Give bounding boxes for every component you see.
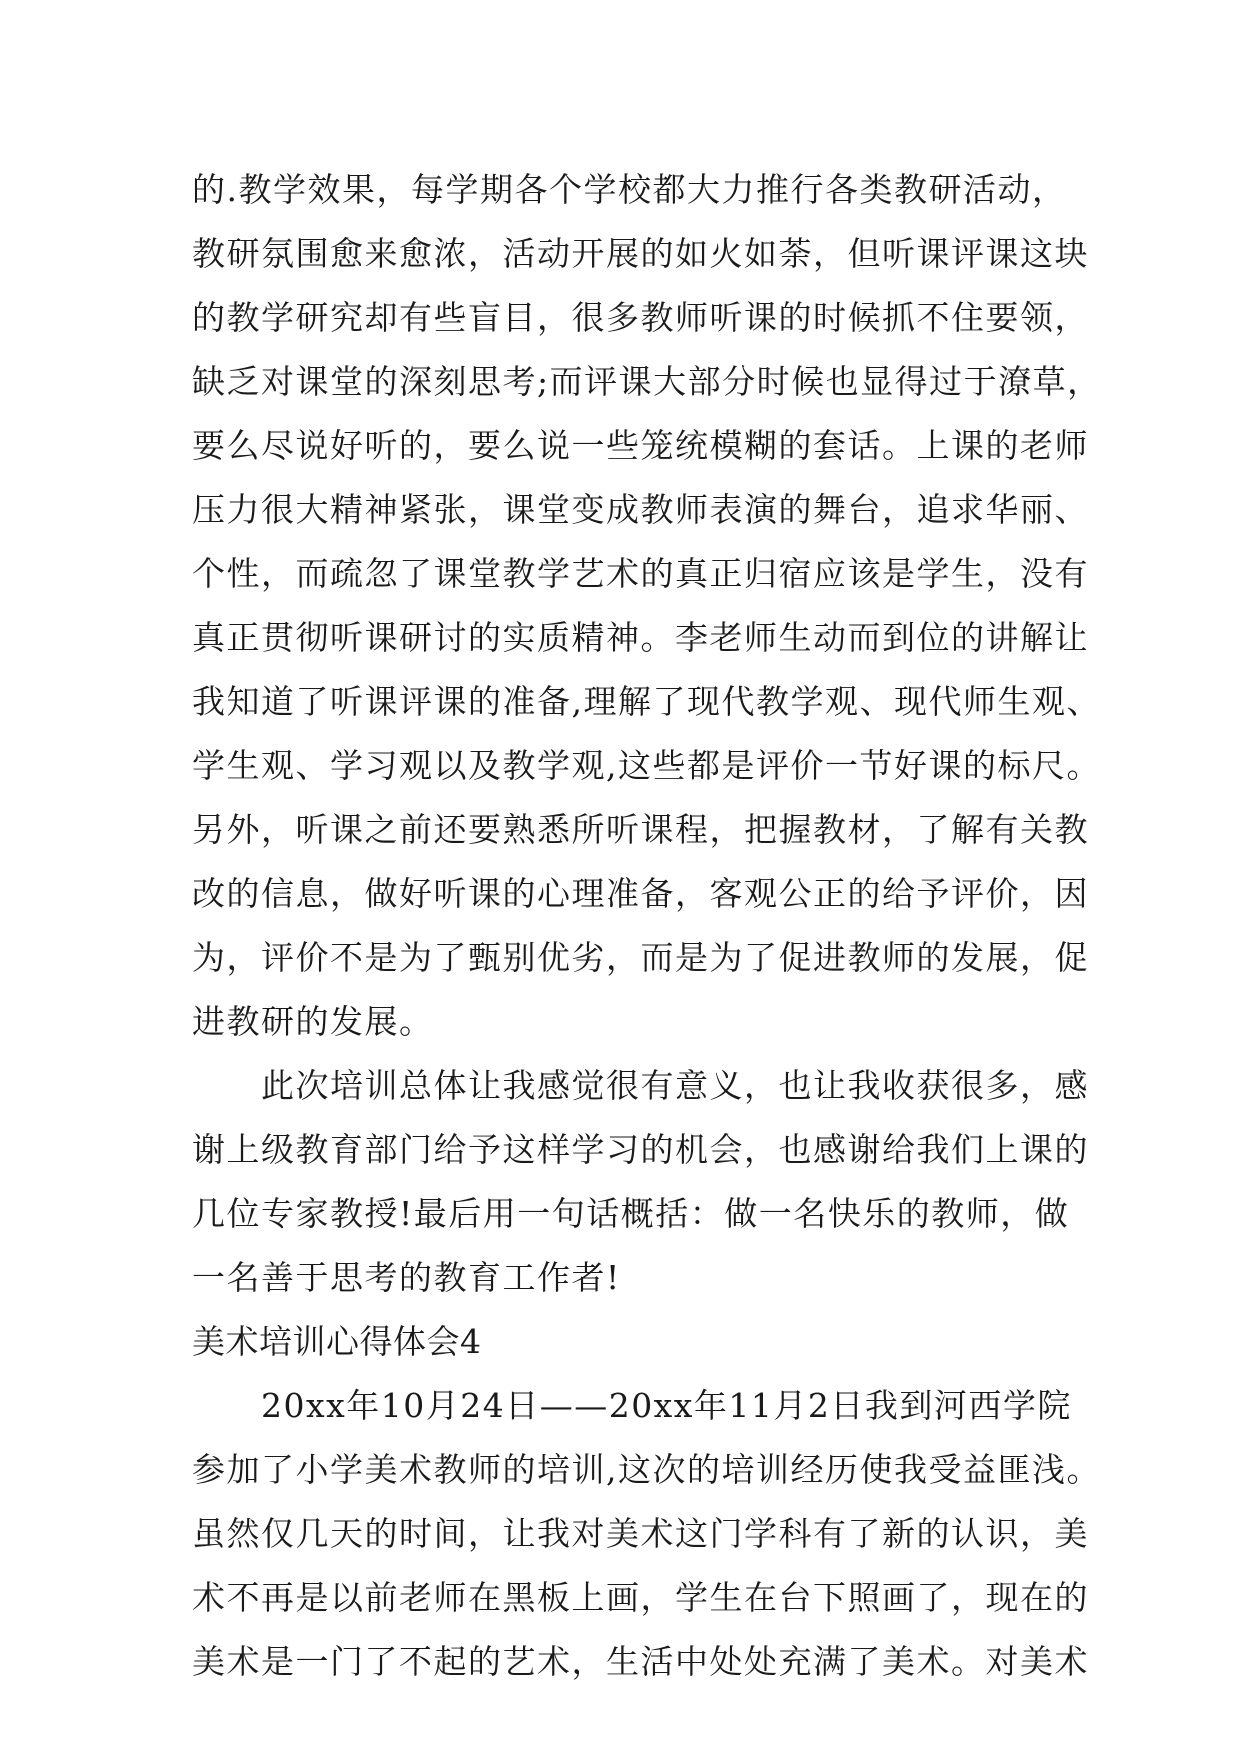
paragraph-start-line: 此次培训总体让我感觉很有意义，也让我收获很多，感 <box>192 1066 1089 1105</box>
text-line: 我知道了听课评课的准备,理解了现代教学观、现代师生观、 <box>192 682 1101 721</box>
text-line: 进教研的发展。 <box>192 1002 434 1041</box>
text-line: 虽然仅几天的时间，让我对美术这门学科有了新的认识，美 <box>192 1514 1089 1553</box>
text-line: 另外，听课之前还要熟悉所听课程，把握教材，了解有关教 <box>192 810 1089 849</box>
text-line: 的教学研究却有些盲目，很多教师听课的时候抓不住要领， <box>192 298 1089 337</box>
section-heading: 美术培训心得体会4 <box>192 1322 482 1361</box>
text-line: 个性，而疏忽了课堂教学艺术的真正归宿应该是学生，没有 <box>192 554 1089 593</box>
text-line: 参加了小学美术教师的培训,这次的培训经历使我受益匪浅。 <box>192 1450 1101 1489</box>
paragraph-start-line: 20xx年10月24日——20xx年11月2日我到河西学院 <box>192 1386 1072 1425</box>
text-line: 压力很大精神紧张，课堂变成教师表演的舞台，追求华丽、 <box>192 490 1089 529</box>
text-line: 为，评价不是为了甄别优劣，而是为了促进教师的发展，促 <box>192 938 1089 977</box>
text-line: 美术是一门了不起的艺术，生活中处处充满了美术。对美术 <box>192 1642 1089 1681</box>
text-line: 真正贯彻听课研讨的实质精神。李老师生动而到位的讲解让 <box>192 618 1089 657</box>
text-line: 学生观、学习观以及教学观,这些都是评价一节好课的标尺。 <box>192 746 1101 785</box>
text-line: 改的信息，做好听课的心理准备，客观公正的给予评价，因 <box>192 874 1089 913</box>
text-line: 缺乏对课堂的深刻思考;而评课大部分时候也显得过于潦草， <box>192 362 1102 401</box>
text-line: 的.教学效果，每学期各个学校都大力推行各类教研活动， <box>192 170 1067 209</box>
text-line: 教研氛围愈来愈浓，活动开展的如火如荼，但听课评课这块 <box>192 234 1089 273</box>
text-line: 术不再是以前老师在黑板上画，学生在台下照画了，现在的 <box>192 1578 1089 1617</box>
text-line: 谢上级教育部门给予这样学习的机会，也感谢给我们上课的 <box>192 1130 1089 1169</box>
text-line: 要么尽说好听的，要么说一些笼统模糊的套话。上课的老师 <box>192 426 1089 465</box>
body-text <box>192 158 1102 1694</box>
text-line: 几位专家教授!最后用一句话概括：做一名快乐的教师，做 <box>192 1194 1070 1233</box>
text-line: 一名善于思考的教育工作者! <box>192 1258 621 1297</box>
